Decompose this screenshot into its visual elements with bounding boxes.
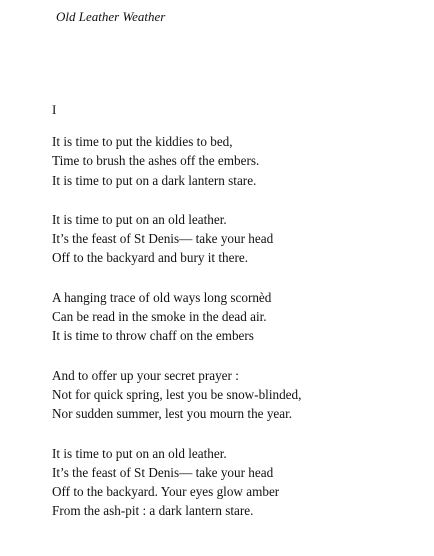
poem-body [52, 132, 422, 541]
poem-line: Off to the backyard and bury it there. [52, 250, 249, 266]
stanza-2 [52, 210, 422, 268]
poem-line: It is time to put the kiddies to bed, [52, 134, 233, 149]
poem-line: It’s the feast of St Denis— take your head [52, 231, 274, 247]
poem-line: It is time to put on an old leather. [52, 445, 227, 461]
poem-line: Not for quick spring, lest you be snow-blinded, [52, 386, 302, 402]
poem-line: Can be read in the smoke in the dead air. [52, 309, 267, 325]
stanza-1 [52, 132, 422, 190]
stanza-3 [52, 288, 422, 346]
poem-line: And to offer up your secret prayer : [52, 367, 239, 383]
poem-line: A hanging trace of old ways long scornèd [52, 289, 272, 305]
section-heading: I [52, 102, 57, 117]
poem-line: It is time to put on an old leather. [52, 211, 227, 227]
poem-title: Old Leather Weather [56, 9, 166, 24]
poem-line: It is time to put on a dark lantern stare. [52, 172, 257, 188]
poem-line: It is time to throw chaff on the embers [52, 328, 254, 344]
poem-line: Off to the backyard. Your eyes glow amber [52, 484, 280, 500]
poem-line: Time to brush the ashes off the embers. [52, 153, 260, 169]
poem-line: Nor sudden summer, lest you mourn the year. [52, 406, 293, 422]
poem-line: It’s the feast of St Denis— take your head [52, 464, 274, 480]
stanza-5 [52, 444, 422, 521]
poem-line: From the ash-pit : a dark lantern stare. [52, 503, 254, 519]
stanza-4 [52, 366, 422, 424]
